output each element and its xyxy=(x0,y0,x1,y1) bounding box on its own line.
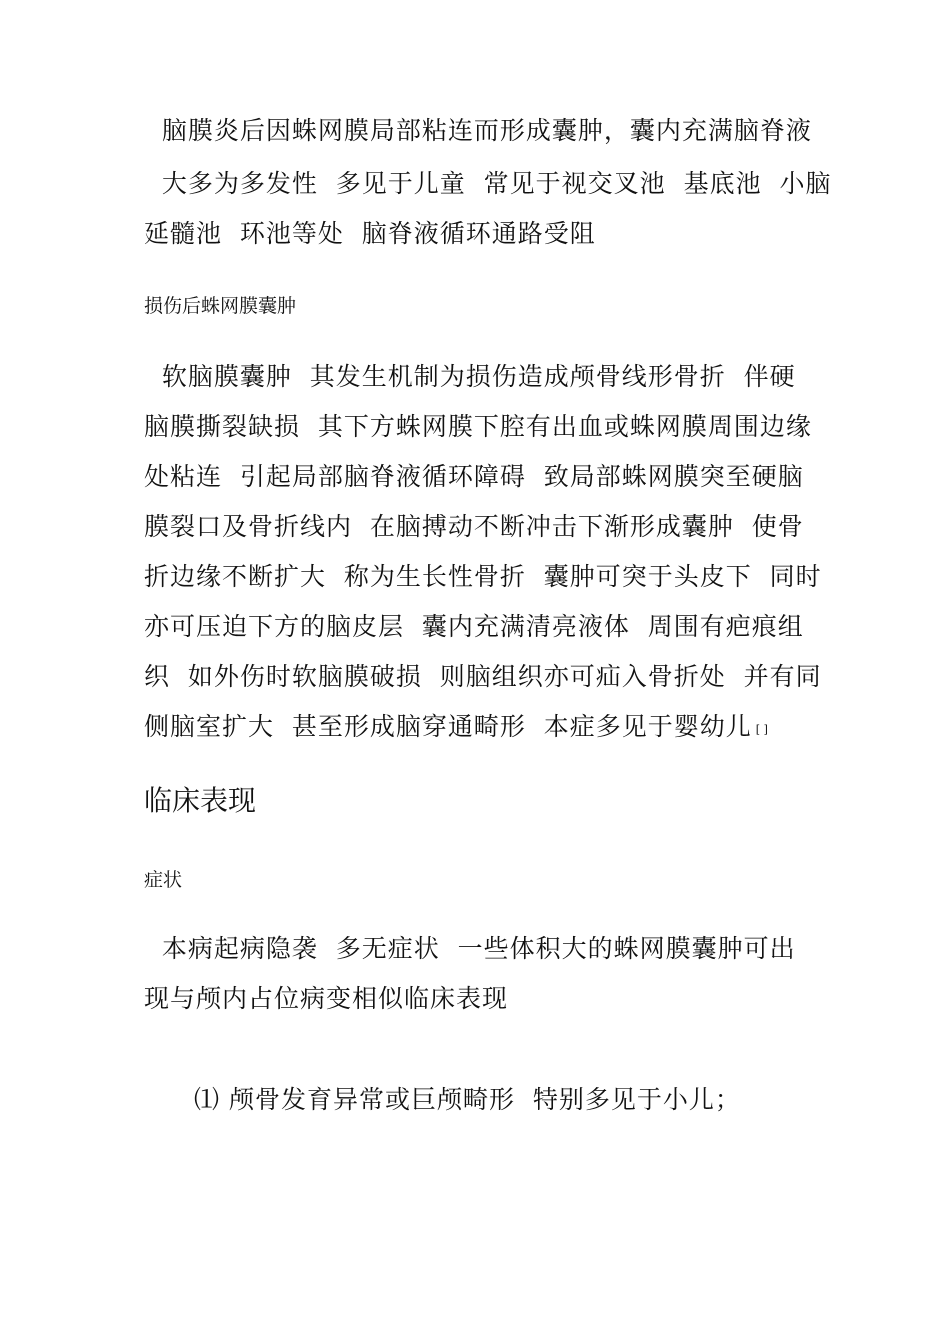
paragraph-line: 脑膜炎后因蛛网膜局部粘连而形成囊肿，囊内充满脑脊液 xyxy=(144,116,812,145)
citation-marker: [ ] xyxy=(755,723,768,736)
paragraph-line: 亦可压迫下方的脑皮层 囊内充满清亮液体 周围有疤痕组 xyxy=(144,612,804,641)
paragraph-line: 处粘连 引起局部脑脊液循环障碍 致局部蛛网膜突至硬脑 xyxy=(144,462,804,491)
paragraph-line: 脑膜撕裂缺损 其下方蛛网膜下腔有出血或蛛网膜周围边缘 xyxy=(144,412,812,441)
paragraph-line xyxy=(144,714,768,739)
paragraph-line: 本病起病隐袭 多无症状 一些体积大的蛛网膜囊肿可出 xyxy=(144,934,796,963)
paragraph-line: 延髓池 环池等处 脑脊液循环通路受阻 xyxy=(144,219,596,248)
list-item: ⑴ 颅骨发育异常或巨颅畸形 特别多见于小儿； xyxy=(194,1085,741,1114)
paragraph-text: 侧脑室扩大 甚至形成脑穿通畸形 本症多见于婴幼儿 xyxy=(144,712,752,741)
subsection-heading: 症状 xyxy=(144,869,183,891)
paragraph-line: 软脑膜囊肿 其发生机制为损伤造成颅骨线形骨折 伴硬 xyxy=(144,362,796,391)
section-title: 临床表现 xyxy=(144,784,257,817)
section-heading: 损伤后蛛网膜囊肿 xyxy=(144,295,297,317)
paragraph-line: 折边缘不断扩大 称为生长性骨折 囊肿可突于头皮下 同时 xyxy=(144,562,822,591)
paragraph-line: 大多为多发性 多见于儿童 常见于视交叉池 基底池 小脑 xyxy=(144,169,832,198)
paragraph-line: 膜裂口及骨折线内 在脑搏动不断冲击下渐形成囊肿 使骨 xyxy=(144,512,804,541)
paragraph-line: 织 如外伤时软脑膜破损 则脑组织亦可疝入骨折处 并有同 xyxy=(144,662,822,691)
paragraph-line: 现与颅内占位病变相似临床表现 xyxy=(144,984,509,1013)
